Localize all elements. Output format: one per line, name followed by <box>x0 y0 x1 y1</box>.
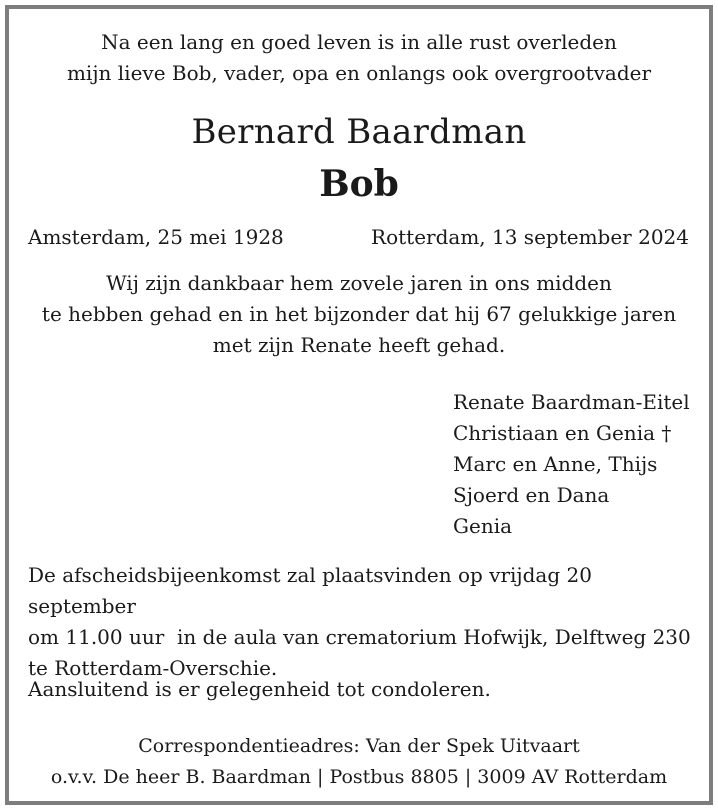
address-line: Correspondentieadres: Van der Spek Uitvaart <box>138 735 580 757</box>
family-member: Sjoerd en Dana <box>453 483 610 507</box>
family-member: Christiaan en Genia † <box>453 421 672 445</box>
address-line: o.v.v. De heer B. Baardman | Postbus 8805 | 3009 AV Rotterdam <box>50 766 668 788</box>
condolence-info: Aansluitend is er gelegenheid tot condoleren. <box>28 677 491 701</box>
gratitude-line: Wij zijn dankbaar hem zovele jaren in ons midden <box>106 271 612 295</box>
intro-line: mijn lieve Bob, vader, opa en onlangs ook overgrootvader <box>66 61 652 85</box>
family-member: Renate Baardman-Eitel <box>453 390 690 414</box>
birth-place-date: Amsterdam, 25 mei 1928 <box>28 225 284 249</box>
deceased-full-name: Bernard Baardman <box>191 112 527 152</box>
family-list <box>453 387 690 542</box>
farewell-line: De afscheidsbijeenkomst zal plaatsvinden op vrijdag 20 september <box>28 563 592 618</box>
death-place-date: Rotterdam, 13 september 2024 <box>371 225 689 249</box>
gratitude-line: met zijn Renate heeft gehad. <box>212 333 506 357</box>
farewell-line: om 11.00 uur in de aula van crematorium Hofwijk, Delftweg 230 <box>28 625 691 649</box>
gratitude-line: te hebben gehad en in het bijzonder dat hij 67 gelukkige jaren <box>41 302 677 326</box>
family-member: Marc en Anne, Thijs <box>453 452 658 476</box>
deceased-nickname: Bob <box>319 163 399 205</box>
correspondence-address <box>16 731 702 793</box>
farewell-line: te Rotterdam-Overschie. <box>28 656 278 680</box>
farewell-info <box>28 560 698 684</box>
intro-text <box>16 27 702 89</box>
gratitude-text <box>16 268 702 361</box>
family-member: Genia <box>453 514 513 538</box>
intro-line: Na een lang en goed leven is in alle rust overleden <box>101 30 617 54</box>
